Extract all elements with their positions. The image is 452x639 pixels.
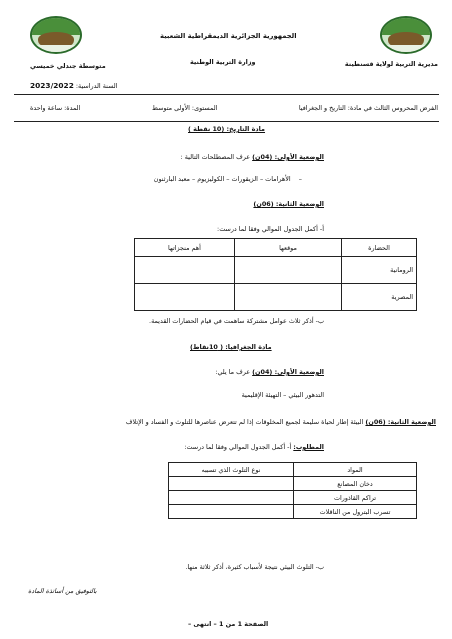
answer-cell[interactable] xyxy=(169,491,294,505)
history-s1-dash: – xyxy=(298,175,302,183)
history-s1-terms-line xyxy=(154,175,302,183)
page-number: الصفحة 1 من 1 – انتهى – xyxy=(188,620,269,628)
geography-s1-title: الوضعية الأولى: (04ن) xyxy=(252,368,324,376)
geography-task-a xyxy=(184,443,324,451)
answer-cell[interactable] xyxy=(235,284,342,311)
exam-level: المستوى: الأولى متوسط xyxy=(152,104,218,112)
ministry-logo-left xyxy=(30,16,82,54)
table-header-row xyxy=(135,239,417,257)
history-s1-text: عرف المصطلحات التالية : xyxy=(180,153,251,161)
geography-task-b: ب- التلوث البيئي نتيجة لأسباب كثيرة، أذكر ثلاثة منها. xyxy=(185,563,324,571)
geography-s2-text: البيئة إطار لحياة سليمة لجميع المخلوقات إذا لم تتعرض عناصرها للتلوث و الفساد و الإتلاف xyxy=(125,418,364,426)
exam-title: الفرض المحروس الثالث في مادة: التاريخ و الجغرافيا xyxy=(298,104,438,112)
geography-s2-title: الوضعية الثانية: (06ن) xyxy=(365,418,436,426)
history-table xyxy=(134,238,417,311)
school-year-label: السنة الدراسية: xyxy=(75,82,118,90)
geography-task-a-text: أ- أكمل الجدول الموالي وفقا لما درست: xyxy=(184,443,292,451)
table-header: الحضارة xyxy=(342,239,417,257)
table-cell: دخان المصانع xyxy=(294,477,417,491)
history-s1 xyxy=(181,153,324,161)
table-row xyxy=(135,284,417,311)
republic-title: الجمهورية الجزائرية الديمقراطية الشعبية xyxy=(160,32,297,40)
table-header: نوع التلوث الذي تسببه xyxy=(169,463,294,477)
info-bottom-line xyxy=(14,121,439,122)
geography-s2 xyxy=(126,418,436,426)
ministry-logo-right xyxy=(380,16,432,54)
geography-task-label: المطلوب: xyxy=(293,443,324,451)
table-header: المواد xyxy=(294,463,417,477)
table-row xyxy=(169,477,417,491)
geography-table xyxy=(168,462,417,519)
table-header: موقعها xyxy=(235,239,342,257)
directorate-name: مديرية التربية لولاية قسنطينة xyxy=(344,60,438,68)
history-s2-a: أ- أكمل الجدول الموالي وفقا لما درست: xyxy=(217,225,324,233)
answer-cell[interactable] xyxy=(235,257,342,284)
ministry-name: وزارة التربية الوطنية xyxy=(190,58,256,66)
info-top-line xyxy=(14,94,439,95)
school-name: متوسطة جندلي خميسي xyxy=(30,62,106,70)
history-s2-b: ب- أذكر ثلاث عوامل مشتركة ساهمت في قيام الحضارات القديمة. xyxy=(149,317,324,325)
school-year-value: 2023/2022 xyxy=(30,81,74,90)
table-cell: تسرب البترول من الناقلات xyxy=(294,505,417,519)
school-year xyxy=(30,81,118,90)
history-s2-title: الوضعية الثانية: (06ن) xyxy=(253,200,324,208)
exam-duration: المدة: ساعة واحدة xyxy=(30,104,81,112)
table-row xyxy=(169,491,417,505)
table-header: أهم منجزاتها xyxy=(135,239,235,257)
table-row xyxy=(169,505,417,519)
answer-cell[interactable] xyxy=(135,257,235,284)
history-heading: مادة التاريخ: (10 نقطة ) xyxy=(188,125,266,133)
answer-cell[interactable] xyxy=(169,477,294,491)
geography-heading: مادة الجغرافيا: ( 10نقاط) xyxy=(190,343,272,351)
table-header-row xyxy=(169,463,417,477)
geography-s1-terms: التدهور البيئي – التهيئة الإقليمية xyxy=(241,391,324,399)
table-cell: الرومانية xyxy=(342,257,417,284)
table-cell: تراكم القاذورات xyxy=(294,491,417,505)
history-s1-terms: الأهرامات – الزيقورات – الكوليزيوم – معبد البارثنون xyxy=(153,175,291,183)
answer-cell[interactable] xyxy=(135,284,235,311)
geography-s1 xyxy=(215,368,324,376)
teacher-wishes: بالتوفيق من أساتذة المادة xyxy=(28,587,97,595)
table-row xyxy=(135,257,417,284)
answer-cell[interactable] xyxy=(169,505,294,519)
geography-s1-text: عرف ما يلي: xyxy=(215,368,251,376)
table-cell: المصرية xyxy=(342,284,417,311)
history-s1-title: الوضعية الأولى: (04ن) xyxy=(252,153,324,161)
